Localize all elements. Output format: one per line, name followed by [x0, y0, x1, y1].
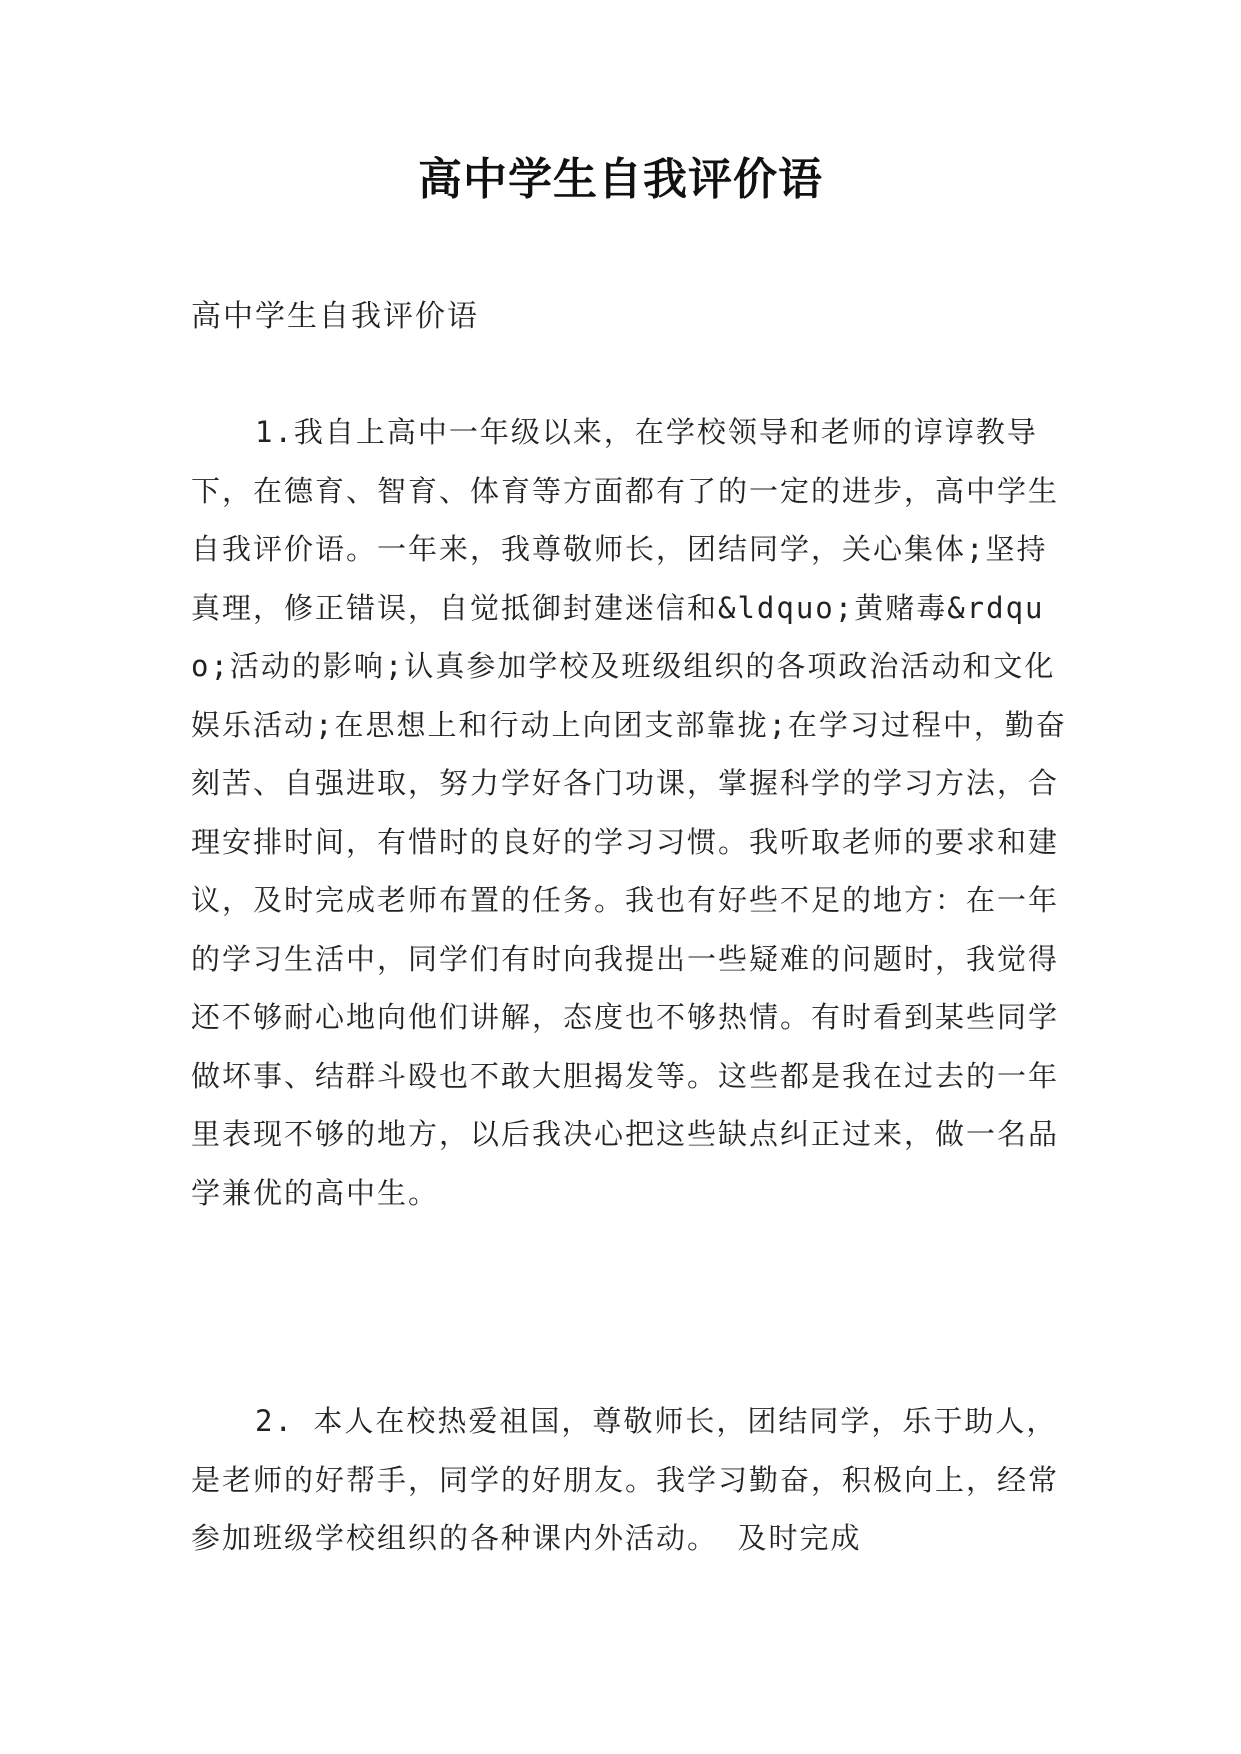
document-title: 高中学生自我评价语	[418, 154, 823, 205]
document-subtitle: 高中学生自我评价语	[191, 299, 479, 334]
paragraph-2: 2. 本人在校热爱祖国，尊敬师长，团结同学，乐于助人，是老师的好帮手，同学的好朋友。我学习勤奋，积极向上，经常参加班级学校组织的各种课内外活动。 及时完成	[191, 1404, 1060, 1555]
paragraph-1: 1.我自上高中一年级以来，在学校领导和老师的谆谆教导下，在德育、智育、体育等方面都有了的一定的进步，高中学生自我评价语。一年来，我尊敬师长，团结同学，关心集体;坚持真理，修正错误，自觉抵御封建迷信和&ldquo;黄赌毒&rdquo;活动的影响;认真参加学校及班级组织的各项政治活动和文化娱乐活动;在思想上和行动上向团支部靠拢;在学习过程中，勤奋刻苦、自强进取，努力学好各门功课，掌握科学的学习方法，合理安排时间，有惜时的良好的学习习惯。我听取老师的要求和建议，及时完成老师布置的任务。我也有好些不足的地方：在一年的学习生活中，同学们有时向我提出一些疑难的问题时，我觉得还不够耐心地向他们讲解，态度也不够热情。有时看到某些同学做坏事、结群斗殴也不敢大胆揭发等。这些都是我在过去的一年里表现不够的地方，以后我决心把这些缺点纠正过来，做一名品学兼优的高中生。	[191, 415, 1067, 1210]
